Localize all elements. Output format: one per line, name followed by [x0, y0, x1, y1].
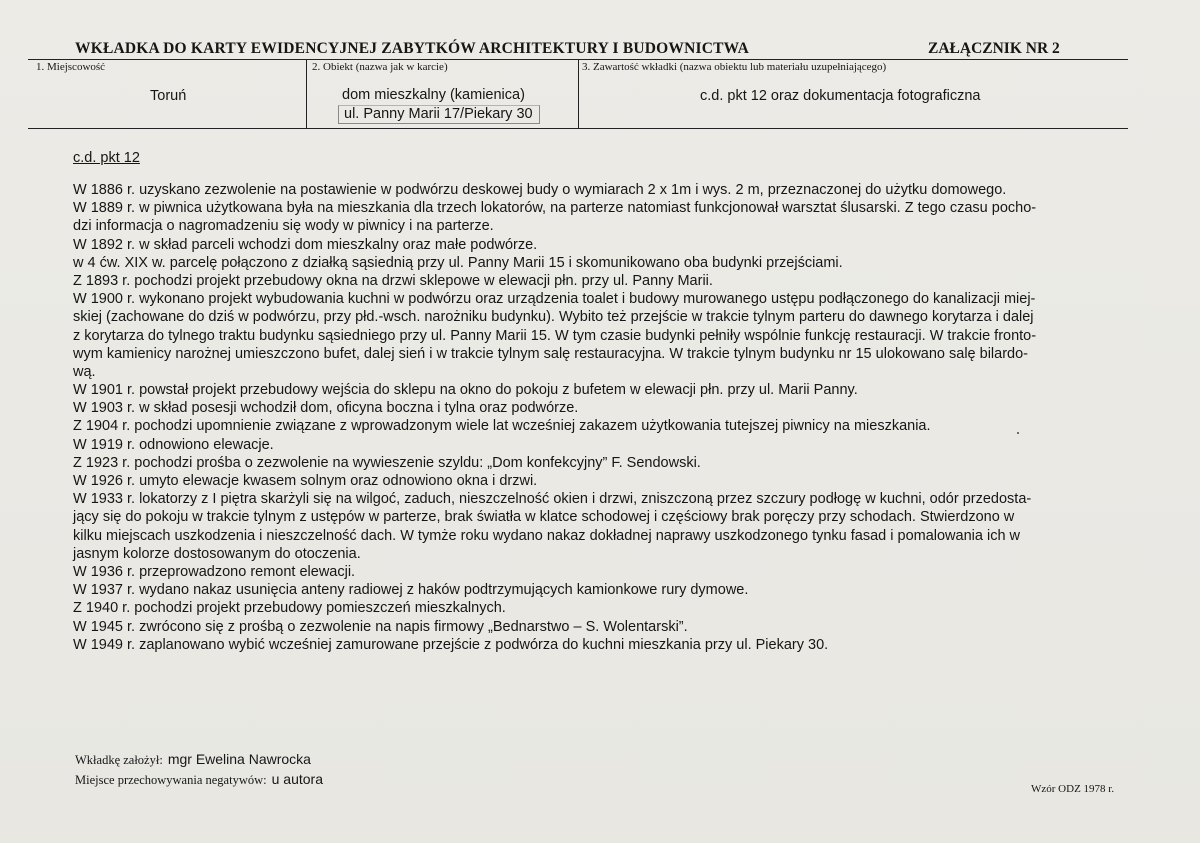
history-line: wym kamienicy narożnej umieszczono bufet, dalej sień i w trakcie tylnym salę restauracyjna. W trakcie tylnym budynku nr 15 ulokowano salę bilardo-	[73, 345, 1028, 362]
locality-value: Toruń	[150, 88, 187, 104]
history-line: jasnym kolorze dostosowanym do otoczenia.	[73, 545, 361, 562]
storage-value: u autora	[271, 771, 323, 787]
document-title: WKŁADKA DO KARTY EWIDENCYJNEJ ZABYTKÓW ARCHITEKTURY I BUDOWNICTWA	[75, 40, 750, 57]
history-line: Z 1923 r. pochodzi prośba o zezwolenie na wywieszenie szyldu: „Dom konfekcyjny” F. Sendowski.	[73, 454, 701, 471]
history-line: skiej (zachowane do dziś w podwórzu, przy płd.-wsch. narożniku budynku). Wybito też przejście w trakcie tylnym parteru do dawnego korytarza i dalej	[73, 309, 1034, 326]
history-line: jący się do pokoju w trakcie tylnym z ustępów w parterze, brak światła w klatce schodowej i częściowy brak poręczy przy schodach. Stwierdzono w	[73, 509, 1015, 526]
history-line: W 1945 r. zwrócono się z prośbą o zezwolenie na napis firmowy „Bednarstwo – S. Wolentarski”.	[73, 618, 688, 635]
form-code: Wzór ODZ 1978 r.	[1031, 783, 1115, 795]
history-line: W 1901 r. powstał projekt przebudowy wejścia do sklepu na okno do pokoju z bufetem w elewacji płn. przy ul. Marii Panny.	[73, 382, 858, 399]
history-line: W 1900 r. wykonano projekt wybudowania kuchni w podwórzu oraz urządzenia toalet i budowy murowanego ustępu podłączonego do kanalizacji miej-	[73, 291, 1036, 308]
history-text	[73, 181, 1133, 654]
history-line: z korytarza do tylnego traktu budynku sąsiedniego przy ul. Panny Marii 15. W tym czasie budynki pełniły wspólnie funkcję restauracji. W trakcie fronto-	[73, 327, 1037, 344]
history-line: W 1903 r. w skład posesji wchodził dom, oficyna boczna i tylna oraz podwórze.	[73, 400, 579, 417]
history-line: W 1892 r. w skład parceli wchodzi dom mieszkalny oraz małe podwórze.	[73, 236, 538, 253]
object-address-value: ul. Panny Marii 17/Piekary 30	[338, 105, 540, 124]
history-line: W 1933 r. lokatorzy z I piętra skarżyli się na wilgoć, zaduch, nieszczelność okien i drzwi, zniszczoną przez szczury podłogę w kuchni, odór przedosta-	[73, 491, 1032, 508]
history-line: W 1886 r. uzyskano zezwolenie na postawienie w podwórzu deskowej budy o wymiarach 2 x 1m i wys. 2 m, przeznaczonej do użytku domowego.	[73, 182, 1007, 198]
storage-label: Miejsce przechowywania negatywów:	[75, 773, 267, 787]
history-line: kilku miejscach uszkodzenia i nieszczelność dach. W tymże roku wydano nakaz dokładnej naprawy uszkodzonego tynku fasad i pomalowania ich w	[73, 527, 1021, 544]
object-name-value: dom mieszkalny (kamienica)	[342, 87, 525, 103]
history-line: Z 1904 r. pochodzi upomnienie związane z wprowadzonym wiele lat wcześniej zakazem użytkowania tutejszej piwnicy na mieszkania.	[73, 418, 931, 435]
history-line: W 1949 r. zaplanowano wybić wcześniej zamurowane przejście z podwórza do kuchni mieszkania przy ul. Piekary 30.	[73, 636, 829, 653]
history-line: w 4 ćw. XIX w. parcelę połączono z działką sąsiednią przy ul. Panny Marii 15 i skomunikowano oba budynki przejściami.	[73, 254, 843, 271]
locality-label: 1. Miejscowość	[36, 61, 106, 73]
author-value: mgr Ewelina Nawrocka	[167, 751, 311, 767]
history-line: Z 1893 r. pochodzi projekt przebudowy okna na drzwi sklepowe w elewacji płn. przy ul. Panny Marii.	[73, 272, 713, 289]
history-line: W 1919 r. odnowiono elewacje.	[73, 436, 274, 453]
column-divider-1	[306, 59, 307, 128]
history-line: W 1889 r. w piwnica użytkowana była na mieszkania dla trzech lokatorów, na parterze natomiast funkcjonował warsztat ślusarski. Z tego czasu pocho-	[73, 200, 1037, 217]
history-line: wą.	[73, 363, 96, 380]
history-line: W 1936 r. przeprowadzono remont elewacji.	[73, 563, 356, 580]
storage-line	[75, 771, 323, 789]
history-line: W 1937 r. wydano nakaz usunięcia anteny radiowej z haków podtrzymujących kamionkowe rury dymowe.	[73, 582, 749, 599]
object-label: 2. Obiekt (nazwa jak w karcie)	[312, 61, 448, 73]
author-line	[75, 751, 311, 769]
author-label: Wkładkę założył:	[75, 753, 163, 767]
annex-number: ZAŁĄCZNIK NR 2	[928, 40, 1060, 57]
history-line: Z 1940 r. pochodzi projekt przebudowy pomieszczeń mieszkalnych.	[73, 600, 506, 617]
history-line: dzi informacja o nagromadzeniu się wody w piwnicy i na parterze.	[73, 218, 494, 235]
section-title: c.d. pkt 12	[73, 150, 140, 166]
history-line: W 1926 r. umyto elewacje kwasem solnym oraz odnowiono okna i drzwi.	[73, 473, 538, 489]
column-divider-2	[578, 59, 579, 128]
scan-speck	[1017, 432, 1019, 434]
contents-value: c.d. pkt 12 oraz dokumentacja fotograficzna	[700, 88, 981, 104]
table-bottom-rule	[28, 128, 1128, 129]
contents-label: 3. Zawartość wkładki (nazwa obiektu lub materiału uzupełniającego)	[582, 61, 887, 73]
